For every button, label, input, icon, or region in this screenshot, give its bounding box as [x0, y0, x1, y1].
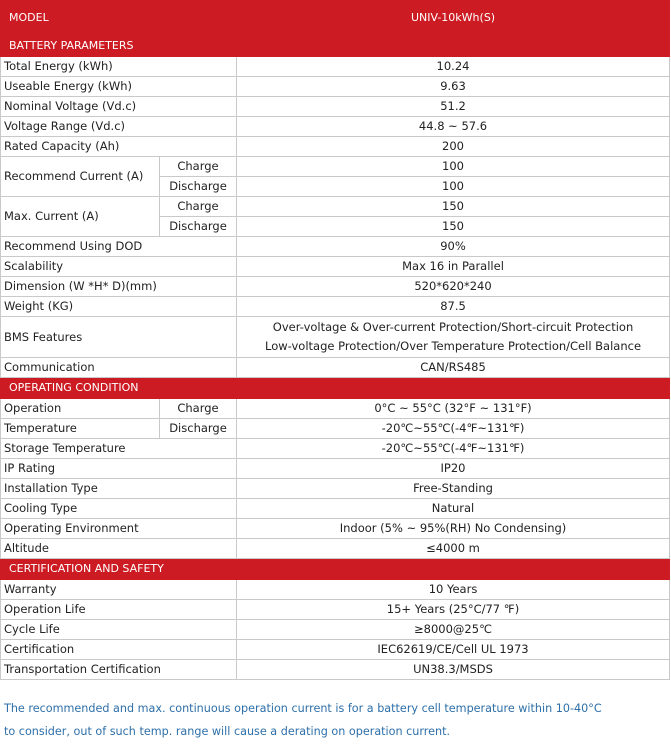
sub-label-charge: Charge	[160, 197, 237, 217]
row-label: Voltage Range (Vd.c)	[1, 117, 237, 137]
row-label: BMS Features	[1, 317, 237, 358]
section-title: BATTERY PARAMETERS	[1, 36, 670, 57]
model-label: MODEL	[1, 1, 237, 36]
row-value: 150	[237, 217, 670, 237]
table-row	[1, 57, 670, 77]
row-value: 15+ Years (25°C/77 ℉)	[237, 600, 670, 620]
bms-line-2: Low-voltage Protection/Over Temperature Protection/Cell Balance	[264, 339, 642, 353]
sub-label-charge: Charge	[160, 399, 237, 419]
row-value: 87.5	[237, 297, 670, 317]
bms-line-1: Over-voltage & Over-current Protection/Short-circuit Protection	[272, 320, 634, 334]
row-label: Weight (KG)	[1, 297, 237, 317]
row-label: Recommend Using DOD	[1, 237, 237, 257]
table-row	[1, 137, 670, 157]
row-label: Recommend Current (A)	[1, 157, 160, 197]
row-value: ≥8000@25℃	[237, 620, 670, 640]
table-row	[1, 539, 670, 559]
row-value: Indoor (5% ~ 95%(RH) No Condensing)	[237, 519, 670, 539]
sub-label-discharge: Discharge	[160, 177, 237, 197]
row-value: 520*620*240	[237, 277, 670, 297]
table-row	[1, 479, 670, 499]
table-row	[1, 237, 670, 257]
table-row	[1, 358, 670, 378]
section-header-battery	[1, 36, 670, 57]
section-title: CERTIFICATION AND SAFETY	[1, 559, 670, 580]
table-row	[1, 459, 670, 479]
row-label: Cooling Type	[1, 499, 237, 519]
row-value: Max 16 in Parallel	[237, 257, 670, 277]
row-label: Total Energy (kWh)	[1, 57, 237, 77]
sub-label-discharge: Discharge	[160, 419, 237, 439]
row-label: Useable Energy (kWh)	[1, 77, 237, 97]
row-label: Temperature	[1, 419, 160, 439]
table-row	[1, 580, 670, 600]
sub-label-discharge: Discharge	[160, 217, 237, 237]
row-value: Free-Standing	[237, 479, 670, 499]
row-value: IP20	[237, 459, 670, 479]
row-value: 9.63	[237, 77, 670, 97]
table-row	[1, 499, 670, 519]
table-row	[1, 620, 670, 640]
row-value: 90%	[237, 237, 670, 257]
table-row	[1, 97, 670, 117]
row-value: UN38.3/MSDS	[237, 660, 670, 680]
table-row	[1, 257, 670, 277]
row-label: Operation Life	[1, 600, 237, 620]
row-value: CAN/RS485	[237, 358, 670, 378]
row-label: Dimension (W *H* D)(mm)	[1, 277, 237, 297]
row-value: 51.2	[237, 97, 670, 117]
table-row	[1, 439, 670, 459]
table-row	[1, 77, 670, 97]
table-row	[1, 157, 670, 177]
footnote	[4, 697, 668, 743]
row-label: Cycle Life	[1, 620, 237, 640]
row-label: Storage Temperature	[1, 439, 237, 459]
row-label: Rated Capacity (Ah)	[1, 137, 237, 157]
footnote-line-1: The recommended and max. continuous operation current is for a battery cell temperature within 10-40°C	[4, 702, 602, 715]
table-row	[1, 640, 670, 660]
table-row	[1, 297, 670, 317]
row-value: 150	[237, 197, 670, 217]
row-label: Scalability	[1, 257, 237, 277]
model-value: UNIV-10kWh(S)	[237, 1, 670, 36]
table-row	[1, 277, 670, 297]
row-value: 100	[237, 177, 670, 197]
row-label: Operation	[1, 399, 160, 419]
row-label: Communication	[1, 358, 237, 378]
table-row	[1, 197, 670, 217]
row-label: Max. Current (A)	[1, 197, 160, 237]
row-value: 10 Years	[237, 580, 670, 600]
row-label: IP Rating	[1, 459, 237, 479]
row-label: Warranty	[1, 580, 237, 600]
row-value: ≤4000 m	[237, 539, 670, 559]
table-row	[1, 117, 670, 137]
row-label: Altitude	[1, 539, 237, 559]
row-label: Transportation Certification	[1, 660, 237, 680]
row-value: Natural	[237, 499, 670, 519]
table-row	[1, 600, 670, 620]
row-label: Installation Type	[1, 479, 237, 499]
table-row	[1, 399, 670, 419]
table-row	[1, 317, 670, 358]
sub-label-charge: Charge	[160, 157, 237, 177]
row-value: IEC62619/CE/Cell UL 1973	[237, 640, 670, 660]
model-header-row	[1, 1, 670, 36]
table-row	[1, 660, 670, 680]
table-row	[1, 419, 670, 439]
row-value	[237, 317, 670, 358]
row-value: 44.8 ~ 57.6	[237, 117, 670, 137]
row-value: 100	[237, 157, 670, 177]
section-header-operating	[1, 378, 670, 399]
row-value: -20℃~55℃(-4℉~131℉)	[237, 439, 670, 459]
row-value: 10.24	[237, 57, 670, 77]
row-value: -20℃~55℃(-4℉~131℉)	[237, 419, 670, 439]
row-label: Operating Environment	[1, 519, 237, 539]
footnote-line-2: to consider, out of such temp. range will cause a derating on operation current.	[4, 725, 451, 738]
section-header-certification	[1, 559, 670, 580]
table-row	[1, 519, 670, 539]
row-label: Certification	[1, 640, 237, 660]
row-value: 200	[237, 137, 670, 157]
row-label: Nominal Voltage (Vd.c)	[1, 97, 237, 117]
section-title: OPERATING CONDITION	[1, 378, 670, 399]
row-value: 0°C ~ 55°C (32°F ~ 131°F)	[237, 399, 670, 419]
